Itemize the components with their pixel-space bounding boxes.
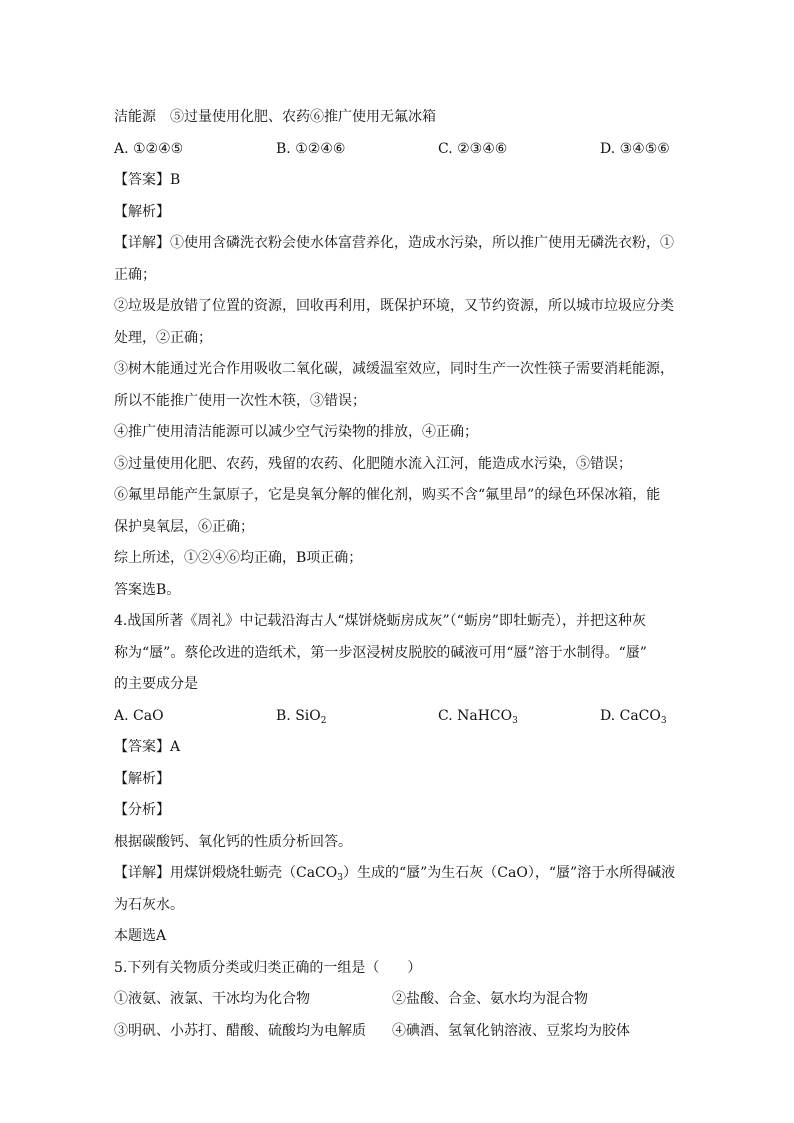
q3-detail-line: ②垃圾是放错了位置的资源，回收再利用，既保护环境，又节约资源，所以城市垃圾应分类 [114,298,674,314]
q5-items-row [114,1016,686,1048]
q3-stem-tail: 洁能源 ⑤过量使用化肥、农药⑥推广使用无氟冰箱 [114,109,436,125]
q3-detail-line: 处理，②正确； [114,329,212,346]
q4-option-d: D. CaCO$_3$ [600,707,667,726]
q3-answer: 【答案】B [114,172,181,188]
q3-analysis-heading: 【解析】 [114,203,170,220]
q3-option-b: B. ①②④⑥ [276,140,346,157]
q5-item: ④碘酒、氢氧化钠溶液、豆浆均为胶体 [392,1022,630,1039]
q3-detail-line: 综上所述，①②④⑥均正确，B项正确； [114,550,363,566]
q4-stem-line: 的主要成分是 [114,676,198,692]
q4-option-c: C. NaHCO$_3$ [438,707,518,726]
q3-detail-line: 答案选B。 [114,581,181,598]
q3-detail-line: 所以不能推广使用一次性木筷，③错误； [114,392,366,409]
q3-detail-line: 【详解】①使用含磷洗衣粉会使水体富营养化，造成水污染，所以推广使用无磷洗衣粉，① [114,235,674,251]
q4-option-b: B. SiO$_2$ [276,707,327,726]
q4-final: 本题选A [114,928,167,944]
q4-fenxi-text: 根据碳酸钙、氧化钙的性质分析回答。 [114,833,352,850]
q4-detail-line: 为石灰水。 [114,896,184,913]
q3-options [114,134,686,166]
q5-item: ③明矾、小苏打、醋酸、硫酸均为电解质 [114,1022,366,1039]
q4-stem-line: 称为“蜃”。蔡伦改进的造纸术，第一步沤浸树皮脱胶的碱液可用“蜃”溶于水制得。“蜃” [114,644,647,661]
q4-options [114,701,686,733]
q5-item: ①液氨、液氯、干冰均为化合物 [114,991,310,1007]
q5-stem: 5.下列有关物质分类或归类正确的一组是（ ） [114,959,422,976]
q3-detail-line: ⑥氟里昂能产生氯原子，它是臭氧分解的催化剂，购买不含“氟里昂”的绿色环保冰箱，能 [114,487,661,503]
q4-analysis-heading: 【解析】 [114,770,170,787]
document-content [114,102,686,1047]
q3-detail-line: 正确； [114,266,156,283]
q3-option-c: C. ②③④⑥ [438,140,508,157]
q4-option-a: A. CaO [114,707,164,724]
q4-fenxi-heading: 【分析】 [114,802,170,818]
q5-item: ②盐酸、合金、氨水均为混合物 [392,991,588,1007]
q3-detail-line: ③树木能通过光合作用吸收二氧化碳，减缓温室效应，同时生产一次性筷子需要消耗能源， [114,361,674,377]
q3-detail-line: 保护臭氧层，⑥正确； [114,518,254,535]
q3-detail-line: ⑤过量使用化肥、农药，残留的农药、化肥随水流入江河，能造成水污染，⑤错误； [114,455,632,472]
q4-answer: 【答案】A [114,739,181,755]
q5-items-row [114,984,686,1016]
q4-stem-line: 4.战国所著《周礼》中记载沿海古人“煤饼烧蛎房成灰”（“蛎房”即牡蛎壳），并把这种灰 [114,613,646,629]
q3-option-d: D. ③④⑤⑥ [600,140,670,157]
q4-detail-line: 【详解】用煤饼煅烧牡蛎壳（CaCO$_3$）生成的“蜃”为生石灰（CaO），“蜃”溶于水所得碱液 [114,865,676,883]
q3-detail-line: ④推广使用清洁能源可以减少空气污染物的排放，④正确； [114,424,478,440]
q3-option-a: A. ①②④⑤ [114,140,184,157]
